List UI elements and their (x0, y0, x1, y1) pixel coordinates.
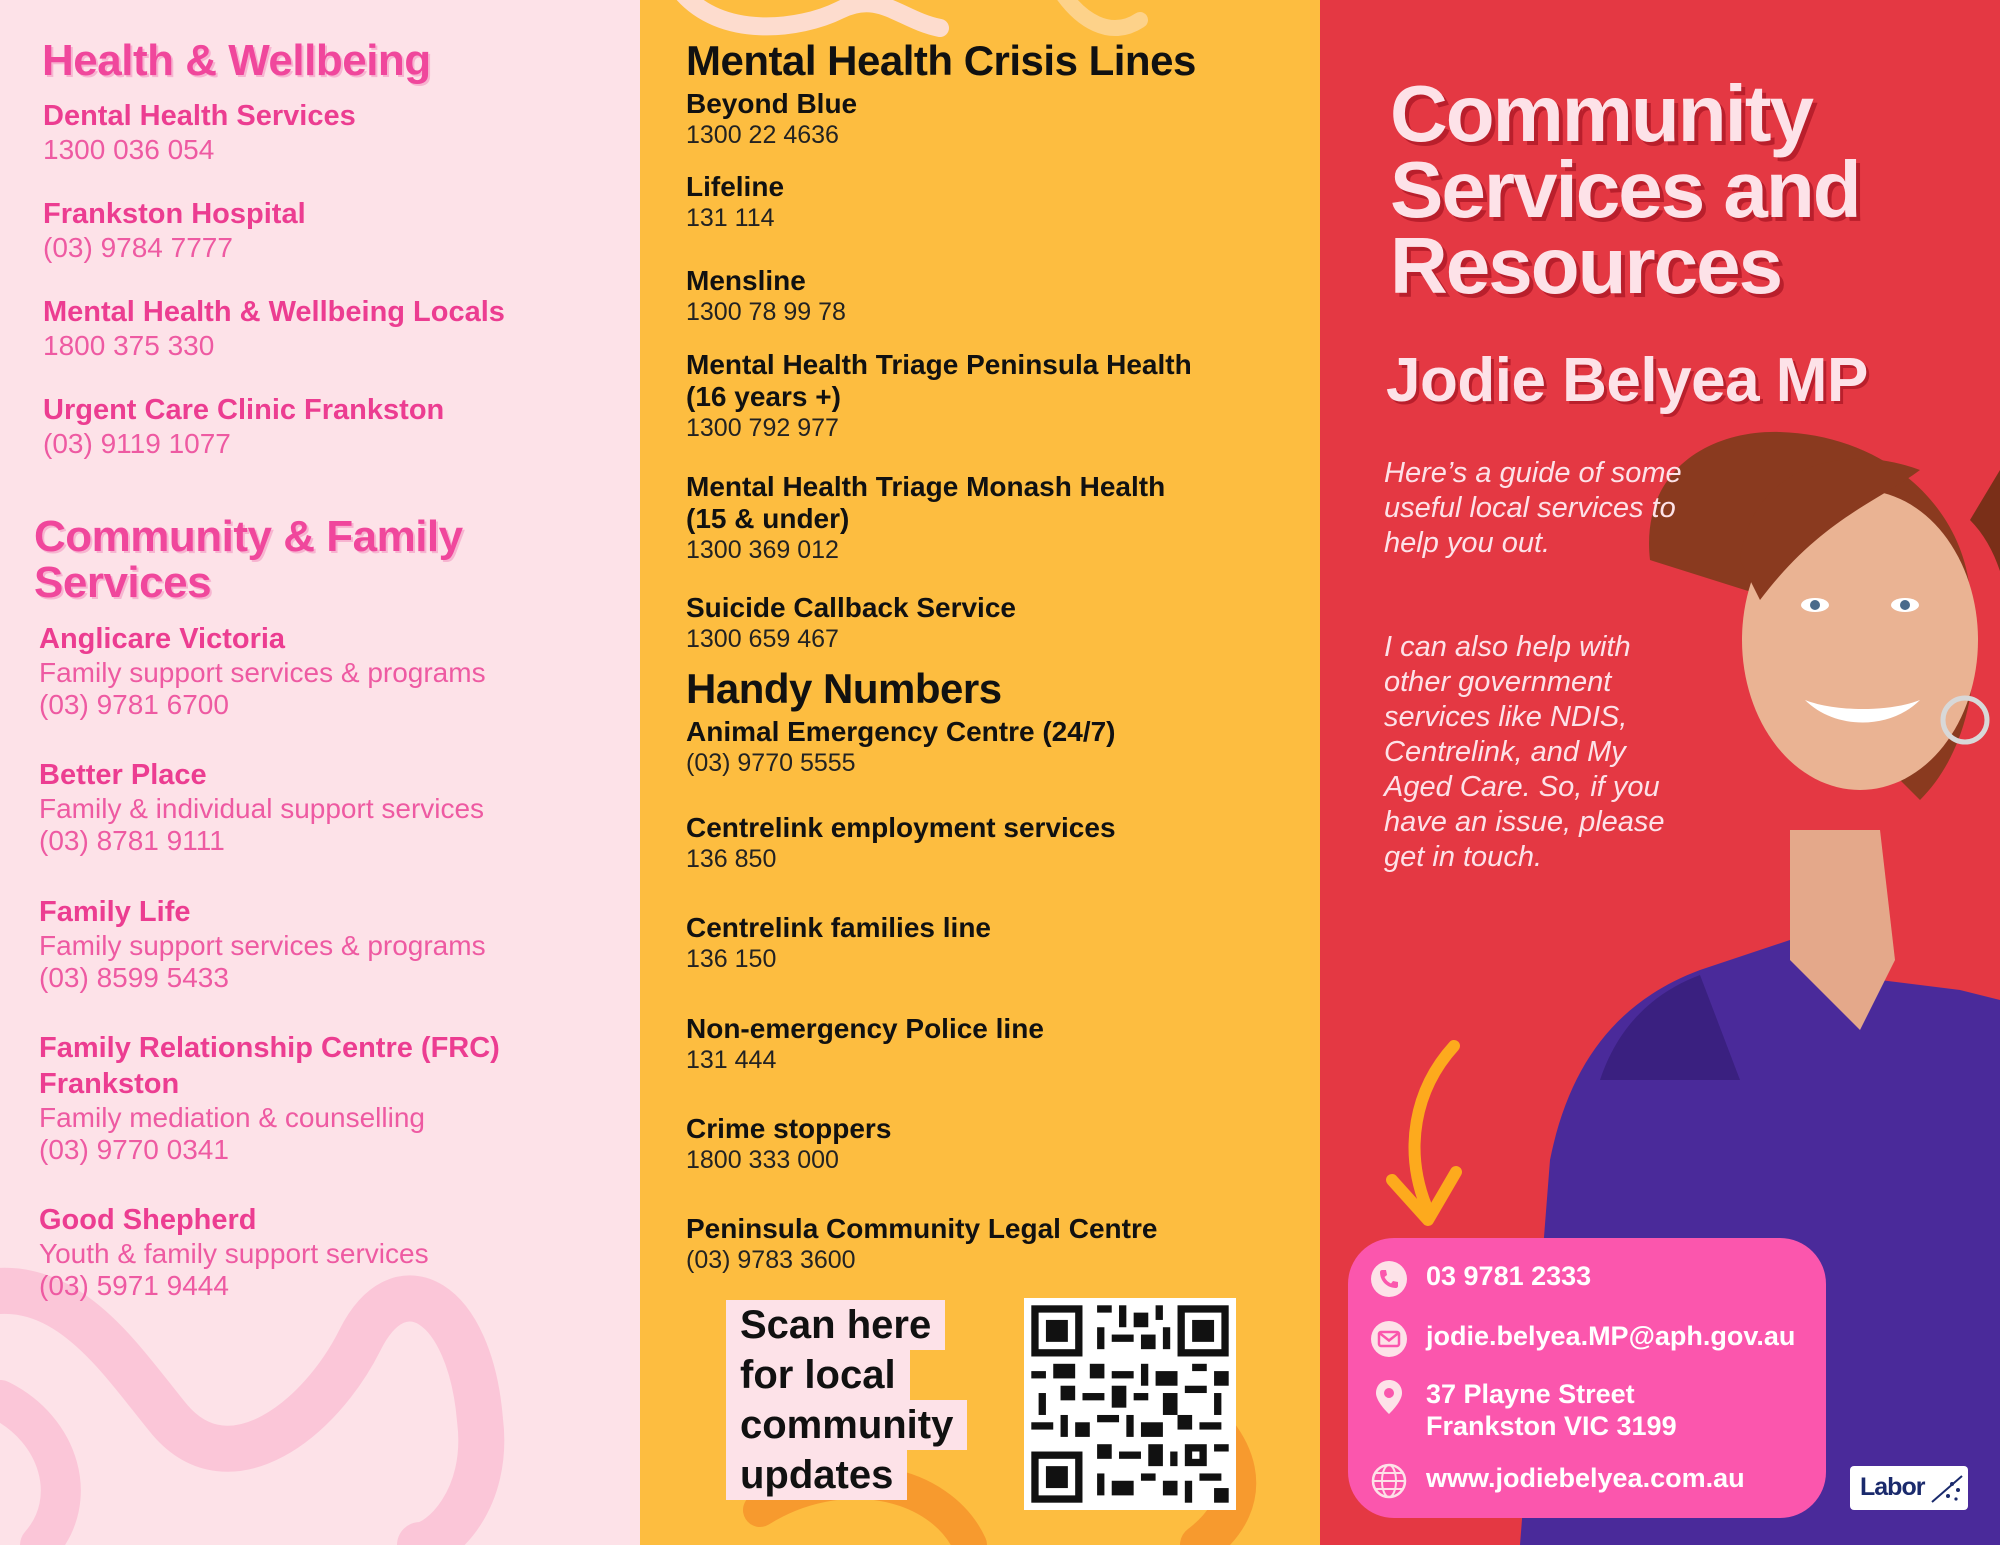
title-line: Resources (1390, 221, 1782, 310)
handy-numbers-heading: Handy Numbers (686, 665, 1002, 712)
qr-code[interactable] (1024, 1298, 1236, 1510)
contact-website-row[interactable] (1370, 1462, 1745, 1500)
community-item (39, 621, 486, 721)
handy-item (686, 716, 1286, 778)
service-phone[interactable]: 136 850 (686, 845, 777, 873)
service-phone[interactable]: 131 114 (686, 204, 775, 232)
service-name: Family Life (39, 896, 191, 928)
contact-phone-row[interactable] (1370, 1260, 1591, 1298)
location-pin-icon (1370, 1378, 1408, 1416)
phone-icon (1370, 1260, 1408, 1298)
service-name: Peninsula Community Legal Centre (686, 1213, 1158, 1244)
scan-line: community (726, 1400, 967, 1450)
service-name: Good Shepherd (39, 1204, 257, 1236)
service-name: Mental Health Triage Monash Health (686, 471, 1166, 502)
service-name: Centrelink employment services (686, 812, 1116, 843)
crisis-item (686, 88, 1286, 150)
service-name: Mensline (686, 265, 806, 296)
service-phone[interactable]: 1300 369 012 (686, 536, 839, 564)
service-name: Family Relationship Centre (FRC) (39, 1032, 500, 1064)
title-line: Community (1390, 69, 1812, 158)
service-phone[interactable]: (03) 9784 7777 (43, 232, 233, 263)
service-description: Family & individual support services (39, 793, 485, 824)
service-phone[interactable]: 1300 78 99 78 (686, 298, 846, 326)
service-phone[interactable]: (03) 8599 5433 (39, 962, 229, 993)
contact-email[interactable]: jodie.belyea.MP@aph.gov.au (1426, 1321, 1796, 1351)
service-description: Family support services & programs (39, 930, 486, 961)
service-phone[interactable]: (03) 9770 5555 (686, 749, 856, 777)
crisis-item (686, 171, 1286, 233)
service-name: Better Place (39, 759, 207, 791)
service-name: Beyond Blue (686, 88, 858, 119)
labor-logo-text: Labor (1860, 1473, 1925, 1501)
handy-item (686, 812, 1286, 874)
heading-line: Services (34, 558, 212, 607)
service-name: Anglicare Victoria (39, 623, 286, 655)
service-name: Mental Health & Wellbeing Locals (43, 296, 505, 328)
service-name-continued: (15 & under) (686, 503, 850, 534)
service-name: Urgent Care Clinic Frankston (43, 394, 445, 426)
service-phone[interactable]: (03) 9119 1077 (43, 428, 231, 459)
crisis-item (686, 471, 1286, 565)
labor-logo (1850, 1466, 1968, 1510)
contact-phone[interactable]: 03 9781 2333 (1426, 1261, 1592, 1291)
email-icon (1370, 1320, 1408, 1358)
service-phone[interactable]: 1300 036 054 (43, 134, 215, 165)
heading-line: Community & Family (34, 512, 463, 561)
health-wellbeing-heading: Health & Wellbeing (42, 36, 431, 85)
mp-name: Jodie Belyea MP (1386, 346, 1868, 415)
scan-line: updates (726, 1450, 907, 1500)
service-phone[interactable]: 136 150 (686, 945, 777, 973)
health-item (43, 196, 306, 264)
service-name: Lifeline (686, 171, 785, 202)
left-panel (0, 0, 640, 1545)
health-item (43, 392, 444, 460)
service-phone[interactable]: 1300 659 467 (686, 625, 839, 653)
star-cluster-icon (1930, 1474, 1964, 1504)
community-item (39, 894, 486, 994)
service-description: Youth & family support services (39, 1238, 429, 1269)
scan-line: Scan here (726, 1300, 945, 1350)
service-name: Frankston Hospital (43, 198, 306, 230)
help-text: I can also help with other government services like NDIS, Centrelink, and My Aged Care. So, if you have an issue, please get in touch. (1384, 631, 1665, 873)
service-name: Suicide Callback Service (686, 592, 1016, 623)
address-line: 37 Playne Street (1426, 1379, 1635, 1409)
community-item (39, 757, 484, 857)
service-phone[interactable]: 1300 22 4636 (686, 121, 839, 149)
service-name-continued: Frankston (39, 1068, 180, 1100)
scan-line: for local (726, 1350, 910, 1400)
handy-item (686, 1113, 1286, 1175)
service-phone[interactable]: (03) 9770 0341 (39, 1134, 229, 1165)
service-name: Centrelink families line (686, 912, 991, 943)
service-name: Non-emergency Police line (686, 1013, 1044, 1044)
health-item (43, 98, 356, 166)
contact-website[interactable]: www.jodiebelyea.com.au (1426, 1463, 1745, 1493)
address-line: Frankston VIC 3199 (1426, 1411, 1677, 1441)
service-name: Dental Health Services (43, 100, 356, 132)
contact-email-row[interactable] (1370, 1320, 1795, 1358)
intro-text: Here’s a guide of some useful local services to help you out. (1384, 457, 1682, 559)
service-phone[interactable]: 131 444 (686, 1046, 777, 1074)
community-item (39, 1202, 429, 1302)
community-family-heading (34, 514, 463, 606)
title-line: Services and (1390, 145, 1860, 234)
community-item (39, 1030, 500, 1166)
contact-address-row (1370, 1378, 1677, 1442)
handy-item (686, 1213, 1286, 1275)
contact-card (1348, 1238, 1826, 1518)
brochure-title (1390, 69, 1970, 310)
contact-address (1426, 1378, 1677, 1442)
service-phone[interactable]: 1800 375 330 (43, 330, 215, 361)
service-name: Animal Emergency Centre (24/7) (686, 716, 1116, 747)
service-phone[interactable]: (03) 9783 3600 (686, 1246, 856, 1274)
right-panel (1320, 0, 2000, 1545)
globe-icon (1370, 1462, 1408, 1500)
handy-item (686, 1013, 1286, 1075)
service-phone[interactable]: (03) 8781 9111 (39, 825, 225, 856)
service-name: Crime stoppers (686, 1113, 892, 1144)
crisis-item (686, 592, 1286, 654)
service-phone[interactable]: (03) 5971 9444 (39, 1270, 229, 1301)
service-phone[interactable]: 1800 333 000 (686, 1146, 839, 1174)
service-phone[interactable]: (03) 9781 6700 (39, 689, 229, 720)
middle-panel (640, 0, 1320, 1545)
service-description: Family mediation & counselling (39, 1102, 425, 1133)
service-name-continued: (16 years +) (686, 381, 841, 412)
arrow-down-icon (1364, 1030, 1474, 1230)
service-description: Family support services & programs (39, 657, 486, 688)
health-item (43, 294, 505, 362)
crisis-item (686, 349, 1286, 443)
handy-item (686, 912, 1286, 974)
crisis-item (686, 265, 1286, 327)
crisis-lines-heading: Mental Health Crisis Lines (686, 37, 1196, 84)
service-name: Mental Health Triage Peninsula Health (686, 349, 1192, 380)
service-phone[interactable]: 1300 792 977 (686, 414, 839, 442)
scan-callout (726, 1300, 967, 1500)
